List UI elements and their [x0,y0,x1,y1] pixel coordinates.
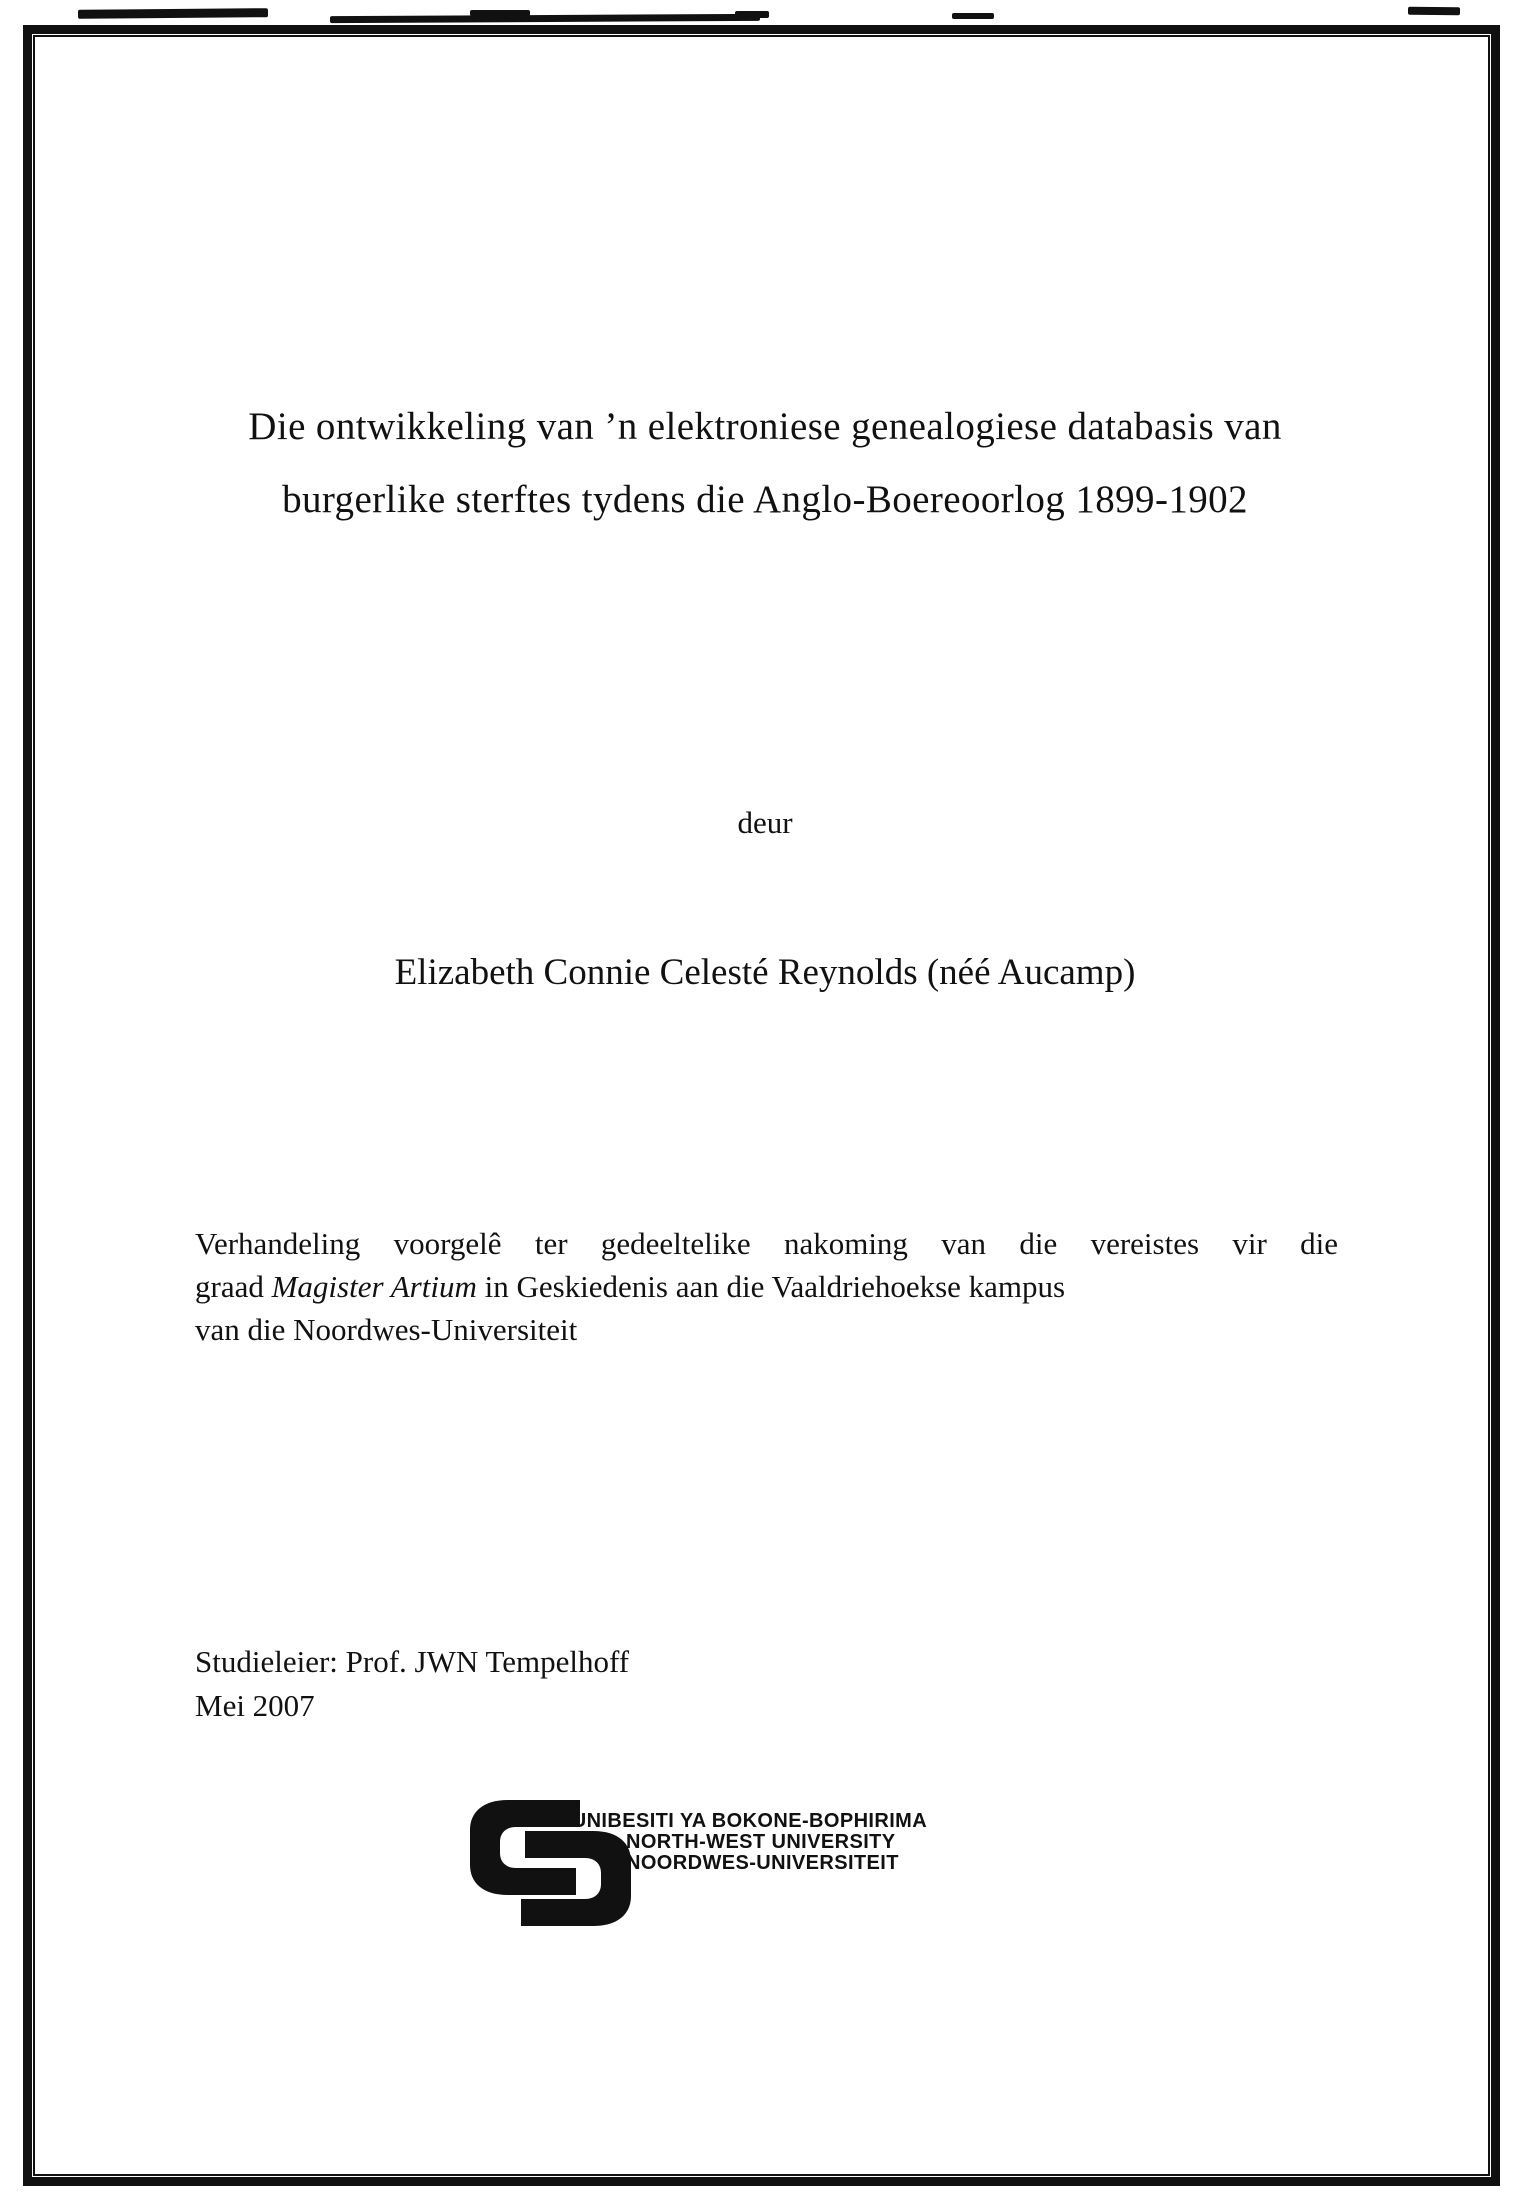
degree-statement [195,1222,1338,1351]
logo-text-setswana: YUNIBESITI YA BOKONE-BOPHIRIMA [558,1810,928,1832]
university-logo [468,1798,948,1930]
thesis-title [160,390,1370,536]
logo-text-afrikaans: NOORDWES-UNIVERSITEIT [626,1852,899,1874]
university-logo-text [558,1811,927,1874]
scan-artifact [78,8,268,19]
scan-artifact [952,13,994,19]
degree-statement-line3: van die Noordwes-Universiteit [195,1312,578,1347]
degree-name-italic: Magister Artium [271,1269,477,1304]
degree-statement-line1: Verhandeling voorgelê ter gedeeltelike nakoming van die vereistes vir die [195,1226,1338,1261]
credits-block [195,1640,629,1728]
thesis-title-line1: Die ontwikkeling van ’n elektroniese genealogiese databasis van [248,405,1282,448]
logo-text-english: NORTH-WEST UNIVERSITY [626,1831,896,1853]
supervisor-line: Studieleier: Prof. JWN Tempelhoff [195,1644,630,1679]
date-line: Mei 2007 [195,1688,315,1723]
scan-artifact [1408,7,1460,16]
byline-label: deur [737,805,793,840]
scan-artifact [735,11,769,18]
author-name: Elizabeth Connie Celesté Reynolds (néé Aucamp) [394,952,1136,993]
degree-statement-line2-post: in Geskiedenis aan die Vaaldriehoekse kampus [476,1269,1066,1304]
degree-statement-line2-pre: graad [195,1269,272,1304]
scan-artifact [330,14,760,23]
thesis-title-line2: burgerlike sterftes tydens die Anglo-Boereoorlog 1899-1902 [282,478,1248,521]
degree-statement-line2 [195,1265,1338,1308]
scan-artifact [470,10,530,16]
